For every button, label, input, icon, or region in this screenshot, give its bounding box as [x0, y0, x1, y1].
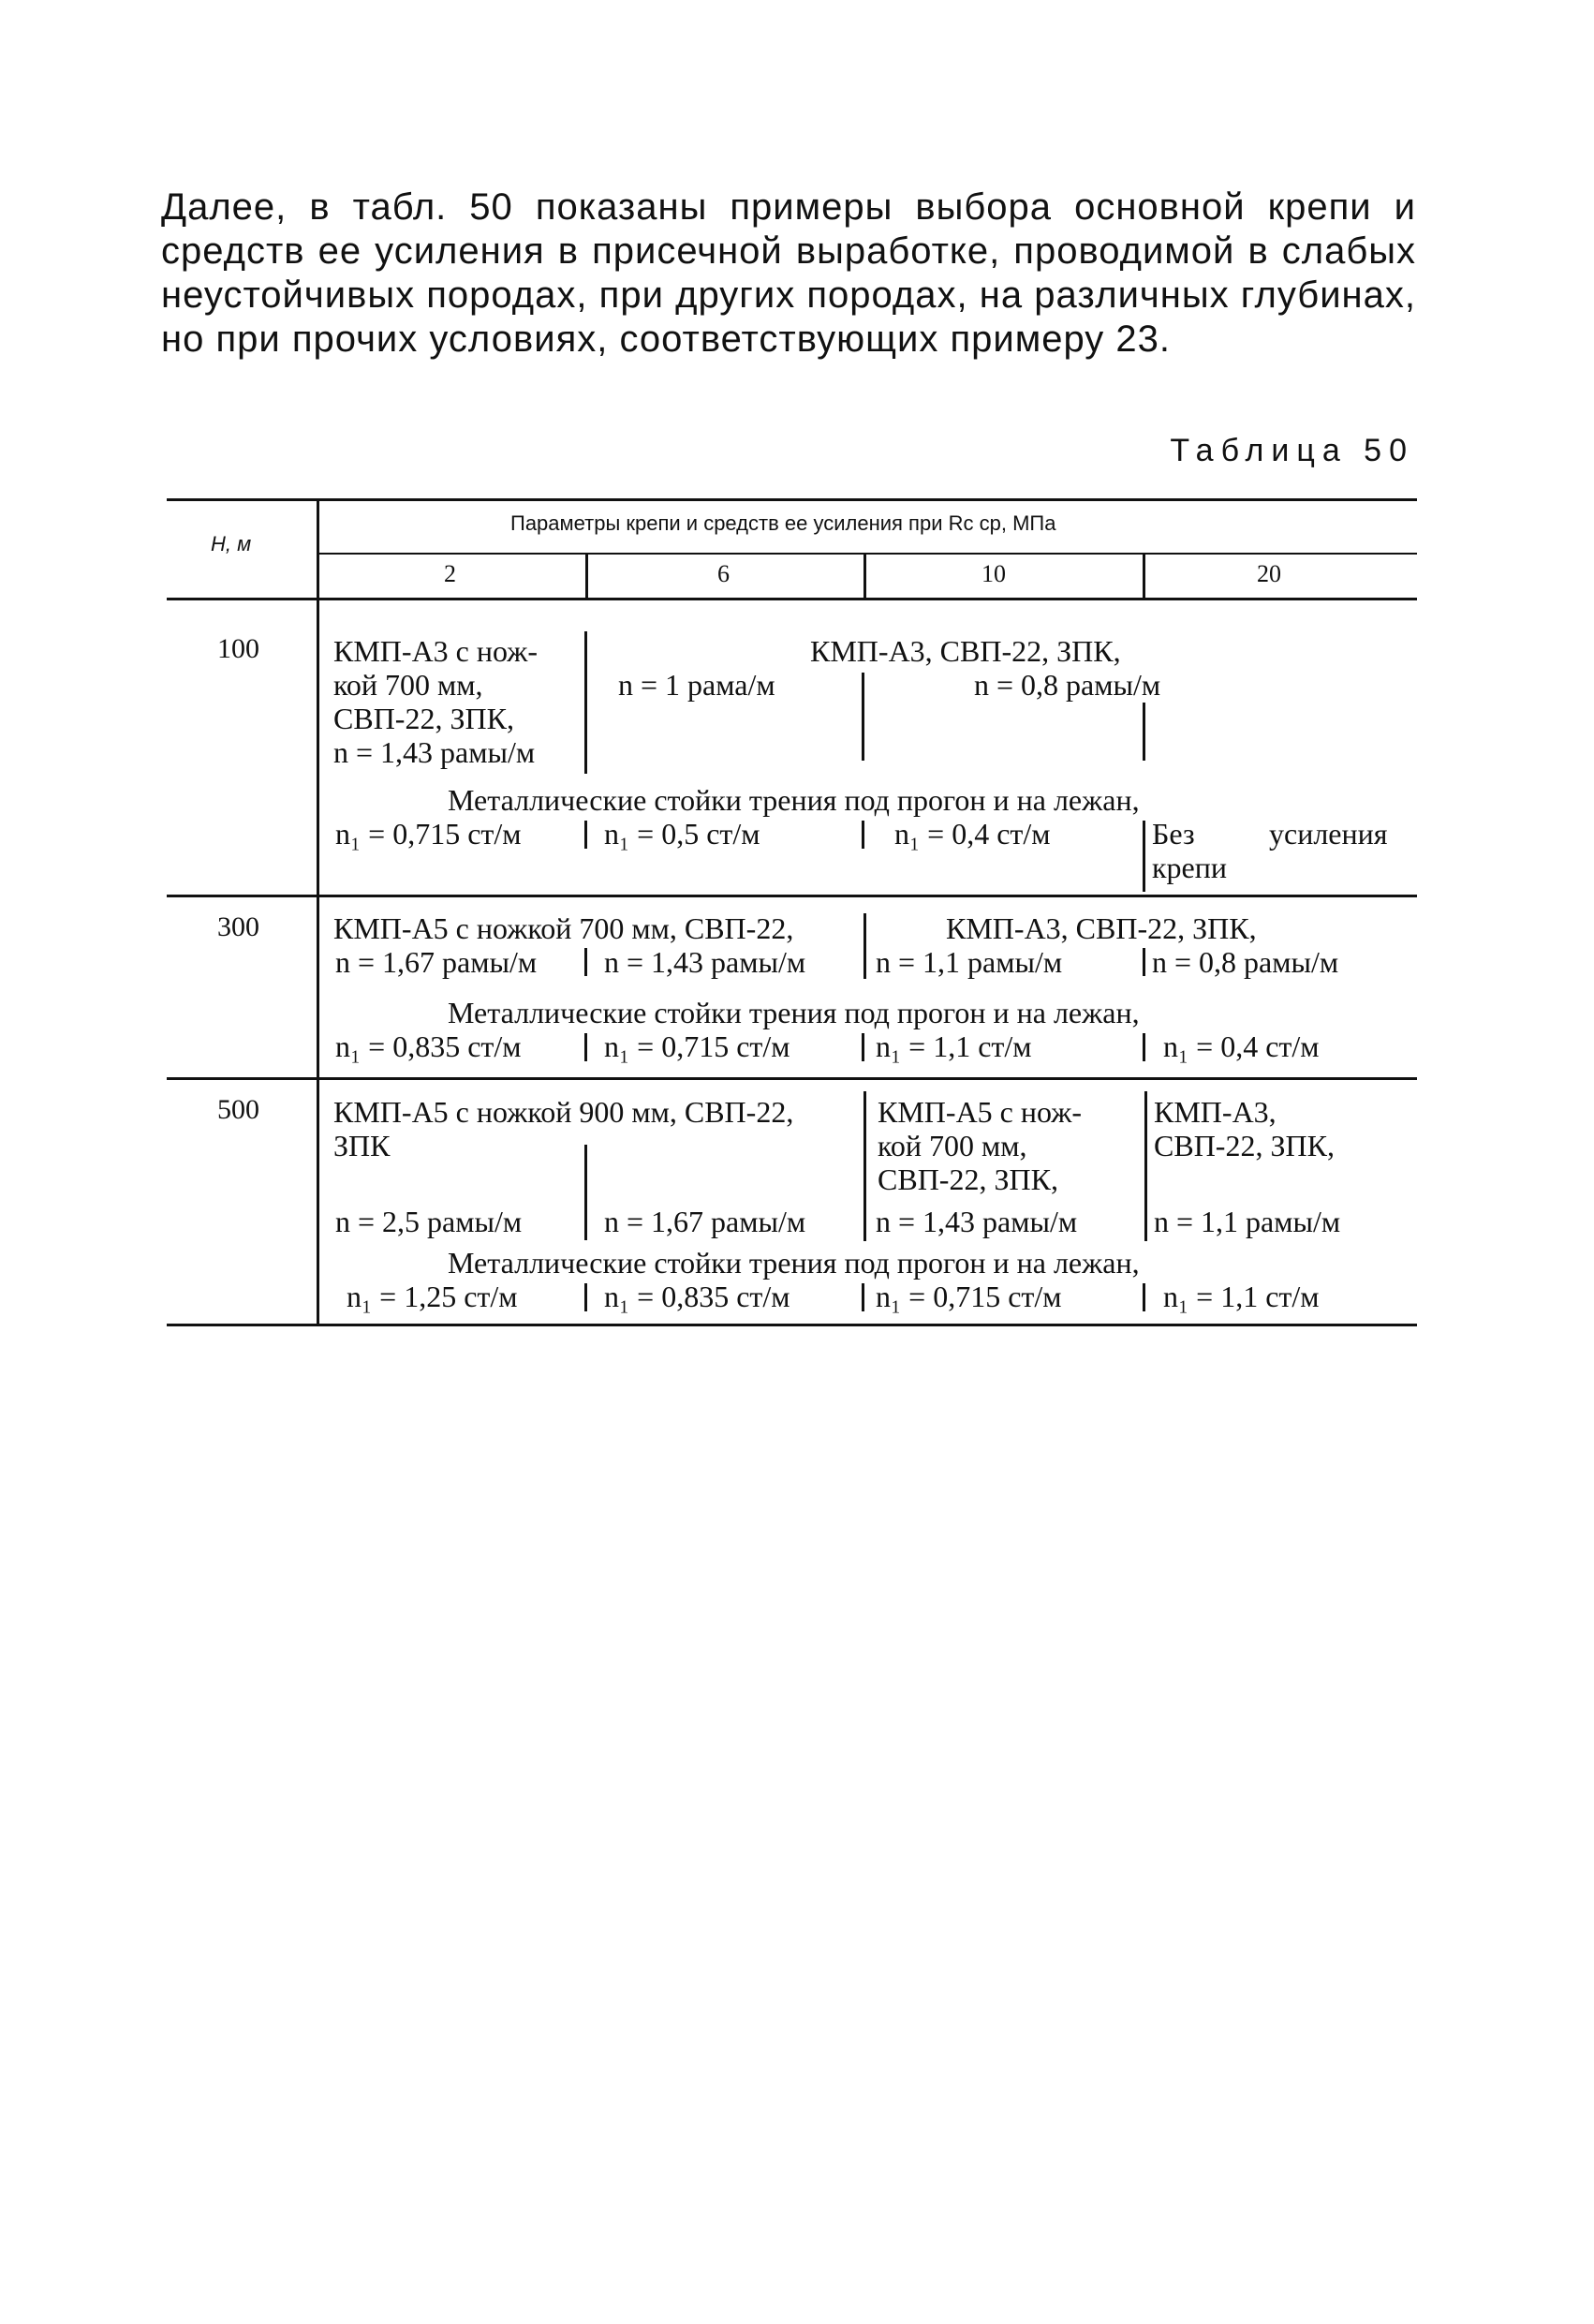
row300-stoiki: Металлические стойки трения под прогон и на лежан, [448, 996, 1140, 1029]
row300-n-10: n = 1,1 рамы/м [876, 945, 1063, 979]
rc-col-2: 2 [444, 560, 456, 587]
row100-c20-line1: Без [1152, 817, 1195, 851]
row300-n1-sep-2 [862, 1033, 864, 1061]
row500-sep-c [1144, 1091, 1147, 1241]
row100-c20-line2: усиления [1269, 817, 1388, 851]
row100-sep-2 [862, 673, 864, 695]
params-header: Параметры крепи и средств ее усиления при Rс ср, МПа [510, 511, 1056, 535]
depth-column-separator [317, 498, 319, 1326]
row500-n1-6: n₁ = 0,835 ст/м [604, 1280, 790, 1313]
row100-n1-sep-2 [862, 821, 864, 849]
row500-n-10: n = 1,43 рамы/м [876, 1205, 1078, 1238]
intro-paragraph: Далее, в табл. 50 показаны примеры выбора основной крепи и средств ее усиления в присечной выработке, проводимой в слабых неустойчивых породах, при других породах, на различных глубинах, но при прочих условиях, соответствующих примеру 23. [161, 186, 1416, 360]
rc-col-6: 6 [717, 560, 730, 587]
row100-c610-support: КМП-А3, СВП-22, ЗПК, [810, 634, 1121, 668]
table-top-rule [167, 498, 1417, 501]
row100-n1-sep-1 [584, 821, 587, 849]
row500-c20-line1: КМП-А3, [1154, 1095, 1277, 1129]
row300-sep-1 [863, 913, 866, 979]
row300-n-2: n = 1,67 рамы/м [335, 945, 538, 979]
row100-n1-6: n₁ = 0,5 ст/м [604, 817, 760, 851]
row500-n1-sep-1 [584, 1283, 587, 1311]
row300-c26-support: КМП-А5 с ножкой 700 мм, СВП-22, [333, 911, 794, 945]
row300-n1-2: n₁ = 0,835 ст/м [335, 1029, 522, 1063]
row100-sep-1 [584, 631, 587, 774]
row500-n1-sep-3 [1143, 1283, 1145, 1311]
row100-c2-line1: КМП-А3 с нож- [333, 634, 538, 668]
row500-stoiki: Металлические стойки трения под прогон и на лежан, [448, 1246, 1140, 1280]
row100-c6-n: n = 1 рама/м [618, 668, 775, 702]
row500-n1-2: n₁ = 1,25 ст/м [347, 1280, 518, 1313]
row100-n1-sep-3 [1143, 821, 1145, 892]
rc-col-10: 10 [981, 560, 1006, 587]
row500-c26-line2: ЗПК [333, 1129, 391, 1162]
header-bottom-rule [167, 598, 1417, 600]
row100-c1020-n: n = 0,8 рамы/м [974, 668, 1161, 702]
header-separator-2 [863, 553, 866, 600]
row500-n1-10: n₁ = 0,715 ст/м [876, 1280, 1062, 1313]
row300-n1-20: n₁ = 0,4 ст/м [1163, 1029, 1320, 1063]
row500-n-20: n = 1,1 рамы/м [1154, 1205, 1341, 1238]
row500-c10-line3: СВП-22, ЗПК, [878, 1162, 1058, 1196]
row300-n1-sep-3 [1143, 1033, 1145, 1061]
table-caption: Таблица 50 [1170, 433, 1414, 468]
row300-n-20: n = 0,8 рамы/м [1152, 945, 1339, 979]
row100-c2-line4: n = 1,43 рамы/м [333, 735, 536, 769]
row500-c20-line2: СВП-22, ЗПК, [1154, 1129, 1335, 1162]
row500-c10-line2: кой 700 мм, [878, 1129, 1027, 1162]
table-bottom-rule [167, 1324, 1417, 1326]
depth-100: 100 [217, 633, 259, 664]
row-divider-300 [167, 895, 1417, 897]
row300-n1-6: n₁ = 0,715 ст/м [604, 1029, 790, 1063]
row300-n1-sep-1 [584, 1033, 587, 1061]
row500-sep-b [863, 1091, 866, 1241]
header-separator-3 [1143, 553, 1145, 600]
row100-c20-line3: крепи [1152, 851, 1227, 884]
rc-col-20: 20 [1257, 560, 1281, 587]
depth-300: 300 [217, 911, 259, 942]
row100-stoiki: Металлические стойки трения под прогон и на лежан, [448, 783, 1140, 817]
depth-500: 500 [217, 1094, 259, 1125]
row100-n1-2: n₁ = 0,715 ст/м [335, 817, 522, 851]
row500-n1-20: n₁ = 1,1 ст/м [1163, 1280, 1320, 1313]
row100-c2-line3: СВП-22, ЗПК, [333, 702, 514, 735]
row300-n1-10: n₁ = 1,1 ст/м [876, 1029, 1032, 1063]
row500-n-6: n = 1,67 рамы/м [604, 1205, 806, 1238]
row500-n-2: n = 2,5 рамы/м [335, 1205, 523, 1238]
row100-sep-4 [1143, 703, 1145, 761]
row500-n1-sep-2 [862, 1283, 864, 1311]
row300-c1020-support: КМП-А3, СВП-22, ЗПК, [946, 911, 1257, 945]
row500-c26-line1: КМП-А5 с ножкой 900 мм, СВП-22, [333, 1095, 794, 1129]
row300-n-sep-3 [1143, 948, 1145, 976]
header-separator-1 [585, 553, 588, 600]
row100-sep-3 [862, 695, 864, 761]
depth-header: Н, м [211, 532, 252, 555]
row100-c2-line2: кой 700 мм, [333, 668, 483, 702]
row500-c10-line1: КМП-А5 с нож- [878, 1095, 1082, 1129]
row300-n-6: n = 1,43 рамы/м [604, 945, 806, 979]
row500-sep-a [584, 1145, 587, 1240]
row300-n-sep-1 [584, 948, 587, 976]
row-divider-500 [167, 1077, 1417, 1080]
header-mid-rule [318, 553, 1417, 555]
row100-n1-10: n₁ = 0,4 ст/м [894, 817, 1051, 851]
